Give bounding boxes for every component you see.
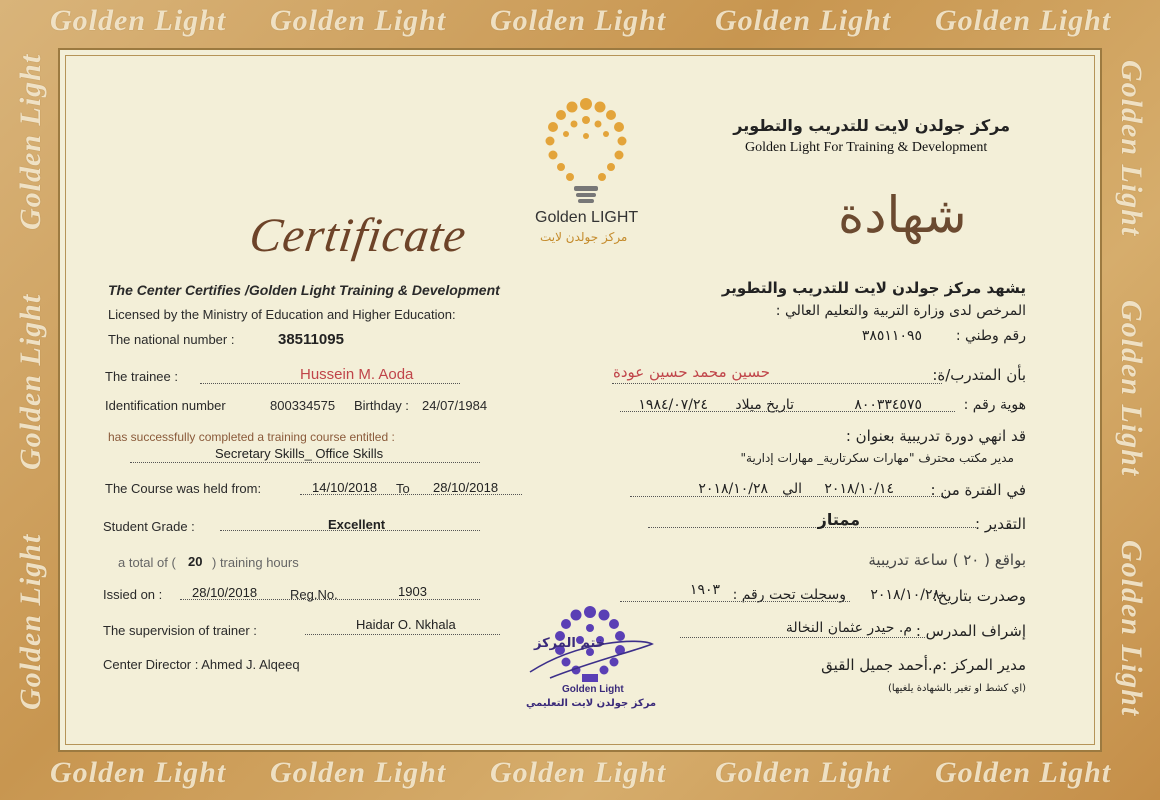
en-held-label: The Course was held from: [105,481,262,496]
stamp-text-en: Golden Light [562,684,624,695]
en-grade-label: Student Grade : [103,519,195,534]
en-licensed: Licensed by the Ministry of Education and Higher Education: [108,307,456,322]
border-watermark: Golden Light [14,533,47,710]
ar-completed: قد انهي دورة تدريبية بعنوان : [845,427,1026,445]
ar-national-label: رقم وطني : [955,328,1026,344]
ar-trainee-value: حسين محمد حسين عودة [612,363,770,381]
ar-id-label: هوية رقم : [963,397,1026,413]
ar-to-label: الي [782,481,802,497]
stamp-text-ar: ختم المركز [534,636,606,651]
dotted-line [300,494,522,495]
center-stamp [520,600,660,720]
ar-issued-value: ٢٠١٨/١٠/٢٨ [870,587,940,603]
logo-brand: Golden LIGHT [535,209,639,226]
border-watermark: Golden Light [490,4,667,37]
en-issued-value: 28/10/2018 [192,585,258,600]
ar-birthday-value: ١٩٨٤/٠٧/٢٤ [638,397,708,413]
border-watermark: Golden Light [270,756,447,789]
border-watermark: Golden Light [715,756,892,789]
bulb-logo-icon [536,92,636,212]
en-completed: has successfully completed a training course entitled : [108,430,395,444]
en-birthday-value: 24/07/1984 [422,398,488,413]
dotted-line [180,599,480,600]
dotted-line [680,637,925,638]
ar-grade-label: التقدير : [975,515,1026,533]
en-from-value: 14/10/2018 [312,480,378,495]
en-trainee-value: Hussein M. Aoda [300,366,414,383]
en-total-label: a total of ( [118,555,176,570]
en-to-value: 28/10/2018 [433,480,499,495]
dotted-line [620,411,955,412]
ar-period-label: في الفترة من : [930,481,1026,499]
en-supervision-value: Haidar O. Nkhala [356,617,456,632]
border-watermark: Golden Light [50,4,227,37]
ar-trainee-label: بأن المتدرب/ة: [932,366,1026,384]
dotted-line [130,462,480,463]
ar-reg-value: ١٩٠٣ [689,582,720,598]
ar-from-value: ٢٠١٨/١٠/١٤ [824,481,894,497]
ar-certifies: يشهد مركز جولدن لايت للتدريب والتطوير [721,279,1026,297]
border-watermark: Golden Light [14,53,47,230]
border-watermark: Golden Light [490,756,667,789]
ar-supervision-label: إشراف المدرس : [915,622,1026,640]
ar-grade-value: ممتاز [817,510,860,529]
en-reg-value: 1903 [398,584,427,599]
en-birthday-label: Birthday : [354,398,409,413]
logo-brand-ar: مركز جولدن لايت [540,230,628,244]
ar-total: بواقع ( ٢٠ ) ساعة تدريبية [868,551,1026,569]
en-grade-value: Excellent [328,517,386,532]
en-id-value: 800334575 [270,398,336,413]
en-total-value: 20 [188,554,203,569]
ar-to-value: ٢٠١٨/١٠/٢٨ [698,481,768,497]
en-director: Center Director : Ahmed J. Alqeeq [103,657,300,672]
border-watermark: Golden Light [1115,60,1148,237]
border-watermark: Golden Light [935,756,1112,789]
ar-birthday-label: تاريخ ميلاد [735,397,794,413]
en-reg-label: Reg.No. [290,587,338,602]
ar-supervision-value: م. حيدر عثمان النخالة [785,620,912,636]
dotted-line [630,496,948,497]
certificate-title-ar: شهادة [838,186,967,244]
en-national-value: 38511095 [278,331,344,348]
ar-director: مدير المركز :م.أحمد جميل القيق [821,656,1026,674]
border-watermark: Golden Light [935,4,1112,37]
dotted-line [200,383,460,384]
stamp-sub-ar: مركز جولدن لايت التعليمي [526,698,657,709]
en-trainee-label: The trainee : [105,369,178,384]
dotted-line [305,634,500,635]
en-certifies: The Center Certifies /Golden Light Training & Development [108,282,500,298]
ar-reg-label: وسجلت تحت رقم : [732,587,846,603]
center-name-en: Golden Light For Training & Development [745,140,988,155]
en-to-label: To [396,481,410,496]
en-id-label: Identification number [105,398,226,413]
border-watermark: Golden Light [50,756,227,789]
en-national-label: The national number : [108,332,235,347]
dotted-line [612,383,942,384]
border-watermark: Golden Light [14,293,47,470]
en-supervision-label: The supervision of trainer : [103,623,257,638]
ar-issued-label: وصدرت بتاريخ: [932,587,1026,605]
en-total-suffix: ) training hours [212,555,299,570]
border-watermark: Golden Light [1115,540,1148,717]
ar-note: (اي كشط او تغير بالشهادة يلغيها) [888,683,1026,694]
ar-national-value: ٣٨٥١١٠٩٥ [861,328,922,344]
en-issued-label: Issied on : [103,587,163,602]
ar-id-value: ٨٠٠٣٣٤٥٧٥ [854,397,922,413]
ar-course-value: مدير مكتب محترف "مهارات سكرتارية_ مهارات إدارية" [740,451,1014,465]
ar-licensed: المرخص لدى وزارة التربية والتعليم العالي : [775,303,1026,319]
border-watermark: Golden Light [715,4,892,37]
center-name-ar: مركز جولدن لايت للتدريب والتطوير [733,116,1010,135]
border-watermark: Golden Light [270,4,447,37]
en-course-value: Secretary Skills_ Office Skills [215,446,384,461]
certificate-title: Certificate [246,209,471,262]
dotted-line [648,527,978,528]
border-watermark: Golden Light [1115,300,1148,477]
